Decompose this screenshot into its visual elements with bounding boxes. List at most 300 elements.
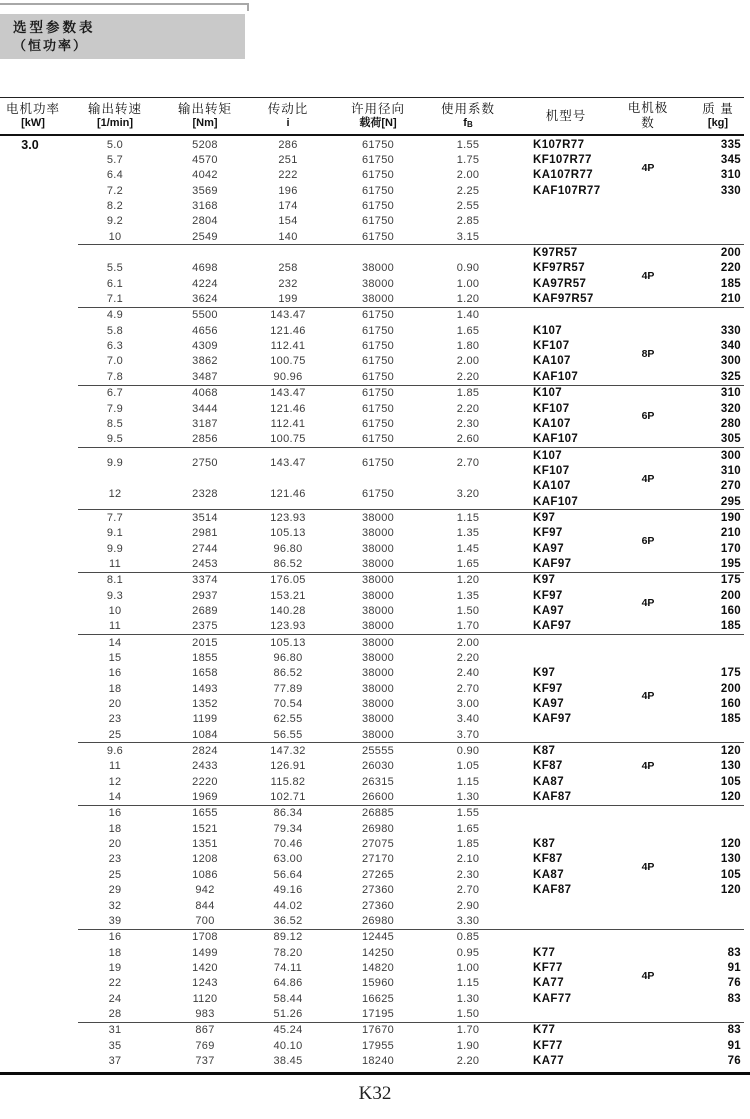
cell-radial-load: 61750 [361, 309, 395, 322]
table-row [0, 635, 744, 650]
table-row [0, 945, 744, 960]
cell-ratio: 143.47 [270, 387, 306, 400]
cell-torque [164, 456, 246, 477]
cell-ratio: 96.80 [273, 652, 303, 665]
cell-radial-load: 38000 [361, 277, 395, 290]
cell-service-factor: 2.00 [456, 169, 480, 182]
cell-radial-load: 27170 [361, 853, 395, 866]
cell-weight: 330 [720, 324, 741, 337]
cell-ratio: 96.80 [273, 542, 303, 555]
cell-model: KA97R57 [533, 277, 587, 290]
cell-radial-load: 14250 [361, 946, 395, 959]
motor-poles-value: 4P [641, 760, 655, 773]
cell-speed: 10 [108, 604, 122, 617]
cell-torque: 2744 [192, 542, 218, 555]
motor-poles-value: 4P [641, 472, 655, 485]
cell-speed: 32 [108, 899, 122, 912]
cell-radial-load: 14820 [361, 961, 395, 974]
cell-torque: 2804 [192, 215, 218, 228]
cell-weight: 210 [720, 293, 741, 306]
cell-radial-load [330, 456, 426, 477]
table-row [0, 836, 744, 851]
cell-ratio: 154 [278, 215, 298, 228]
cell-model: K97 [533, 667, 556, 680]
cell-weight: 200 [720, 589, 741, 602]
cell-torque: 1499 [192, 946, 218, 959]
title-box [0, 14, 245, 59]
cell-weight: 295 [720, 495, 741, 508]
cell-model: KAF97 [533, 713, 572, 726]
cell-radial-load: 38000 [361, 636, 395, 649]
cell-ratio: 51.26 [273, 1007, 303, 1020]
cell-speed: 12 [108, 775, 122, 788]
cell-service-factor: 1.90 [456, 1039, 480, 1052]
cell-torque: 4309 [192, 340, 218, 353]
cell-weight: 345 [720, 154, 741, 167]
cell-weight: 305 [720, 433, 741, 446]
cell-speed: 18 [108, 822, 122, 835]
table-row [0, 883, 744, 898]
table-row [0, 806, 744, 821]
cell-weight: 185 [720, 713, 741, 726]
cell-speed: 20 [108, 838, 122, 851]
cell-radial-load: 61750 [361, 370, 395, 383]
cell-radial-load: 38000 [361, 542, 395, 555]
cell-radial-load: 17670 [361, 1024, 395, 1037]
cell-torque: 4224 [192, 277, 218, 290]
cell-model: KA97 [533, 698, 565, 711]
cell-weight: 120 [720, 791, 741, 804]
cell-ratio: 140 [278, 230, 298, 243]
cell-weight: 83 [727, 946, 741, 959]
cell-speed: 9.9 [106, 542, 124, 555]
cell-model: K107 [533, 449, 563, 462]
cell-ratio: 286 [278, 138, 298, 151]
cell-torque: 3569 [192, 184, 218, 197]
cell-model: KAF97 [533, 620, 572, 633]
cell-weight: 300 [720, 449, 741, 462]
cell-ratio: 44.02 [273, 899, 303, 912]
cell-speed [66, 487, 164, 508]
cell-service-factor: 3.70 [456, 728, 480, 741]
cell-model: K87 [533, 838, 556, 851]
cell-model: KF97 [533, 527, 563, 540]
table-row [0, 183, 744, 198]
cell-speed: 6.7 [106, 387, 124, 400]
cell-service-factor: 1.50 [456, 1007, 480, 1020]
cell-speed: 19 [108, 961, 122, 974]
cell-weight: 91 [727, 961, 741, 974]
cell-service-factor: 2.20 [456, 402, 480, 415]
table-section [0, 245, 744, 306]
cell-torque: 2856 [192, 433, 218, 446]
cell-service-factor: 3.00 [456, 698, 480, 711]
cell-torque: 942 [195, 884, 215, 897]
cell-torque: 2981 [192, 527, 218, 540]
cell-radial-load: 38000 [361, 728, 395, 741]
cell-speed: 39 [108, 914, 122, 927]
cell-speed: 5.0 [106, 138, 124, 151]
cell-model: KAF87 [533, 791, 572, 804]
cell-service-factor: 2.00 [456, 355, 480, 368]
cell-model: KA87 [533, 868, 565, 881]
table-row [0, 1038, 744, 1053]
cell-ratio: 64.86 [273, 977, 303, 990]
cell-ratio: 143.47 [270, 309, 306, 322]
col-header-radial-load: 许用径向 载荷[N] [350, 102, 405, 129]
col-header-output-speed: 输出转速 [1/min] [87, 102, 142, 129]
motor-power-value: 3.0 [21, 137, 39, 152]
cell-torque: 2375 [192, 620, 218, 633]
cell-weight: 185 [720, 277, 741, 290]
cell-speed: 6.3 [106, 340, 124, 353]
cell-model: KF107 [533, 464, 570, 477]
cell-model: KF107R77 [533, 154, 592, 167]
cell-speed: 7.8 [106, 370, 124, 383]
cell-service-factor: 1.00 [456, 961, 480, 974]
cell-weight: 160 [720, 698, 741, 711]
cell-weight: 83 [727, 992, 741, 1005]
cell-service-factor: 1.35 [456, 527, 480, 540]
cell-weight: 270 [720, 480, 741, 493]
cell-model: K97 [533, 574, 556, 587]
cell-torque: 4068 [192, 387, 218, 400]
cell-model: KF87 [533, 760, 563, 773]
cell-model: KAF107 [533, 433, 579, 446]
cell-ratio: 63.00 [273, 853, 303, 866]
cell-weight: 120 [720, 884, 741, 897]
cell-speed: 8.2 [106, 200, 124, 213]
cell-service-factor [426, 487, 510, 508]
cell-speed: 7.7 [106, 511, 124, 524]
cell-ratio: 112.41 [270, 340, 306, 353]
table-section [0, 386, 744, 447]
cell-service-factor: 1.80 [456, 340, 480, 353]
cell-service-factor: 1.85 [456, 838, 480, 851]
cell-ratio: 86.52 [273, 557, 303, 570]
cell-service-factor: 2.20 [456, 370, 480, 383]
cell-torque: 3487 [192, 370, 218, 383]
cell-service-factor: 2.00 [456, 636, 480, 649]
table-section [0, 743, 744, 804]
motor-poles-value: 4P [641, 597, 655, 610]
cell-service-factor: 1.50 [456, 604, 480, 617]
col-header-motor-poles: 电机极数 [627, 101, 669, 130]
table-section [0, 573, 744, 634]
cell-torque: 2433 [192, 760, 218, 773]
page-number: K32 [358, 1083, 392, 1104]
cell-ratio: 232 [278, 277, 298, 290]
cell-ratio: 70.46 [273, 838, 303, 851]
cell-weight: 280 [720, 417, 741, 430]
cell-weight: 310 [720, 387, 741, 400]
cell-speed: 18 [108, 682, 122, 695]
col-header-weight: 质 量 [kg] [702, 102, 734, 129]
cell-radial-load: 38000 [361, 652, 395, 665]
col-header-service-factor: 使用系数 fB [440, 101, 495, 129]
cell-value: 2750 [192, 456, 218, 469]
cell-ratio: 40.10 [273, 1039, 303, 1052]
cell-ratio: 49.16 [273, 884, 303, 897]
cell-weight: 120 [720, 745, 741, 758]
table-row [0, 369, 744, 384]
table-header-row [0, 97, 744, 136]
cell-service-factor: 1.55 [456, 138, 480, 151]
cell-value: 143.47 [270, 456, 306, 469]
cell-service-factor: 2.30 [456, 417, 480, 430]
title-line1: 选型参数表 [13, 20, 96, 35]
cell-torque: 4656 [192, 324, 218, 337]
motor-poles-value: 8P [641, 347, 655, 360]
cell-speed: 9.2 [106, 215, 124, 228]
cell-radial-load: 38000 [361, 557, 395, 570]
cell-speed: 4.9 [106, 309, 124, 322]
cell-speed: 14 [108, 636, 122, 649]
cell-ratio: 196 [278, 184, 298, 197]
table-row [0, 1023, 744, 1038]
cell-speed: 9.6 [106, 745, 124, 758]
table-row [0, 487, 744, 509]
table-section [0, 137, 744, 244]
cell-service-factor: 0.90 [456, 262, 480, 275]
cell-radial-load: 61750 [361, 387, 395, 400]
cell-model: KA77 [533, 1054, 565, 1067]
cell-service-factor: 2.85 [456, 215, 480, 228]
cell-ratio: 100.75 [270, 433, 306, 446]
table-section [0, 308, 744, 385]
cell-weight: 310 [720, 169, 741, 182]
cell-radial-load: 38000 [361, 713, 395, 726]
cell-speed [66, 456, 164, 477]
cell-ratio: 123.93 [270, 620, 306, 633]
table-row [0, 556, 744, 571]
cell-service-factor: 1.65 [456, 557, 480, 570]
cell-weight: 105 [720, 775, 741, 788]
cell-radial-load: 38000 [361, 511, 395, 524]
cell-ratio: 62.55 [273, 713, 303, 726]
cell-ratio: 56.55 [273, 728, 303, 741]
cell-service-factor: 1.55 [456, 807, 480, 820]
table-section [0, 635, 744, 742]
cell-torque: 1969 [192, 791, 218, 804]
table-row [0, 245, 744, 260]
cell-ratio: 105.13 [270, 636, 306, 649]
cell-service-factor: 2.55 [456, 200, 480, 213]
cell-speed: 9.1 [106, 527, 124, 540]
cell-torque: 983 [195, 1007, 215, 1020]
cell-torque: 2549 [192, 230, 218, 243]
table-row [0, 386, 744, 401]
cell-model: K97R57 [533, 247, 578, 260]
motor-poles-value: 4P [641, 161, 655, 174]
cell-service-factor: 1.65 [456, 822, 480, 835]
cell-weight: 330 [720, 184, 741, 197]
cell-speed: 20 [108, 698, 122, 711]
col-header-output-torque: 输出转矩 [Nm] [177, 102, 232, 129]
cell-torque: 1352 [192, 698, 218, 711]
cell-service-factor: 2.25 [456, 184, 480, 197]
cell-model: K87 [533, 745, 556, 758]
cell-torque: 3514 [192, 511, 218, 524]
cell-service-factor: 1.05 [456, 760, 480, 773]
cell-service-factor: 1.30 [456, 791, 480, 804]
cell-radial-load: 38000 [361, 293, 395, 306]
cell-radial-load: 61750 [361, 402, 395, 415]
cell-speed: 8.5 [106, 417, 124, 430]
table-row [0, 432, 744, 447]
cell-ratio: 89.12 [273, 931, 303, 944]
cell-speed: 5.8 [106, 324, 124, 337]
cell-speed: 7.0 [106, 355, 124, 368]
cell-ratio: 45.24 [273, 1024, 303, 1037]
table-body [0, 137, 744, 1075]
cell-model: KF97R57 [533, 262, 586, 275]
cell-radial-load: 18240 [361, 1054, 395, 1067]
col-header-motor-power: 电机功率 [kW] [5, 102, 60, 129]
cell-ratio: 147.32 [270, 745, 306, 758]
cell-radial-load: 38000 [361, 620, 395, 633]
cell-weight: 170 [720, 542, 741, 555]
cell-service-factor: 2.90 [456, 899, 480, 912]
cell-weight: 160 [720, 604, 741, 617]
cell-speed: 9.5 [106, 433, 124, 446]
cell-ratio: 121.46 [270, 402, 306, 415]
cell-speed: 25 [108, 868, 122, 881]
cell-weight: 120 [720, 838, 741, 851]
cell-ratio: 56.64 [273, 868, 303, 881]
cell-speed: 31 [108, 1024, 122, 1037]
cell-radial-load: 26600 [361, 791, 395, 804]
cell-torque: 1521 [192, 822, 218, 835]
cell-model: KAF97R57 [533, 293, 594, 306]
cell-model: KA107 [533, 480, 571, 493]
cell-torque: 3444 [192, 402, 218, 415]
cell-torque: 4698 [192, 262, 218, 275]
col-header-ratio: 传动比 i [267, 102, 309, 129]
cell-weight: 210 [720, 527, 741, 540]
cell-value: 121.46 [270, 487, 306, 500]
cell-model: KA77 [533, 977, 565, 990]
cell-service-factor: 1.35 [456, 589, 480, 602]
cell-torque: 3168 [192, 200, 218, 213]
cell-ratio: 36.52 [273, 914, 303, 927]
top-border-line [0, 3, 248, 5]
cell-service-factor: 0.95 [456, 946, 480, 959]
cell-service-factor: 1.85 [456, 387, 480, 400]
cell-weight: 200 [720, 247, 741, 260]
cell-model: K107 [533, 324, 563, 337]
cell-value: 3.20 [456, 487, 480, 500]
cell-radial-load: 61750 [361, 138, 395, 151]
cell-speed: 7.9 [106, 402, 124, 415]
cell-radial-load: 26315 [361, 775, 395, 788]
cell-value: 12 [108, 487, 122, 500]
cell-speed: 8.1 [106, 574, 124, 587]
cell-ratio: 112.41 [270, 417, 306, 430]
cell-ratio [246, 456, 330, 477]
cell-radial-load: 26980 [361, 914, 395, 927]
cell-ratio: 222 [278, 169, 298, 182]
cell-ratio: 79.34 [273, 822, 303, 835]
cell-speed: 11 [108, 557, 122, 570]
cell-model: KA87 [533, 775, 565, 788]
cell-radial-load: 38000 [361, 604, 395, 617]
cell-service-factor: 3.30 [456, 914, 480, 927]
cell-weight: 200 [720, 682, 741, 695]
cell-service-factor: 1.75 [456, 154, 480, 167]
cell-radial-load: 17195 [361, 1007, 395, 1020]
table-section [0, 806, 744, 929]
cell-model: KAF87 [533, 884, 572, 897]
cell-weight: 340 [720, 340, 741, 353]
cell-radial-load: 61750 [361, 433, 395, 446]
cell-radial-load: 61750 [361, 230, 395, 243]
cell-service-factor: 1.20 [456, 293, 480, 306]
cell-radial-load: 27360 [361, 884, 395, 897]
cell-model: K107R77 [533, 138, 585, 151]
cell-value: 2.70 [456, 456, 480, 469]
cell-radial-load: 26885 [361, 807, 395, 820]
motor-poles-value: 4P [641, 270, 655, 283]
cell-model: KA107 [533, 355, 571, 368]
cell-torque: 4042 [192, 169, 218, 182]
table-row [0, 650, 744, 665]
table-row [0, 323, 744, 338]
cell-ratio: 58.44 [273, 992, 303, 1005]
cell-ratio: 78.20 [273, 946, 303, 959]
cell-radial-load: 25555 [361, 745, 395, 758]
cell-service-factor: 1.70 [456, 620, 480, 633]
table-row [0, 214, 744, 229]
table-row [0, 510, 744, 525]
cell-model: KA107 [533, 417, 571, 430]
cell-model: KF77 [533, 1039, 563, 1052]
cell-model: KF107 [533, 402, 570, 415]
cell-model: KF97 [533, 589, 563, 602]
cell-speed: 23 [108, 713, 122, 726]
cell-ratio: 74.11 [273, 961, 303, 974]
cell-speed: 7.1 [106, 293, 124, 306]
cell-model: KF87 [533, 853, 563, 866]
cell-speed: 16 [108, 667, 122, 680]
cell-torque: 1086 [192, 868, 218, 881]
cell-speed: 37 [108, 1054, 122, 1067]
cell-ratio: 121.46 [270, 324, 306, 337]
cell-torque: 1658 [192, 667, 218, 680]
table-row [0, 291, 744, 306]
cell-speed: 5.7 [106, 154, 124, 167]
cell-radial-load: 15960 [361, 977, 395, 990]
cell-speed: 16 [108, 931, 122, 944]
cell-weight: 130 [720, 760, 741, 773]
cell-model: KAF107 [533, 370, 579, 383]
cell-ratio: 176.05 [270, 574, 306, 587]
cell-torque: 4570 [192, 154, 218, 167]
cell-radial-load: 12445 [361, 931, 395, 944]
cell-speed: 6.1 [106, 277, 124, 290]
table-section [0, 510, 744, 571]
cell-service-factor: 1.00 [456, 277, 480, 290]
cell-weight: 175 [720, 574, 741, 587]
cell-torque: 2689 [192, 604, 218, 617]
cell-torque: 1208 [192, 853, 218, 866]
cell-torque: 737 [195, 1054, 215, 1067]
table-row [0, 991, 744, 1006]
cell-model: KF97 [533, 682, 563, 695]
cell-radial-load: 38000 [361, 667, 395, 680]
cell-speed: 29 [108, 884, 122, 897]
motor-poles-value: 6P [641, 410, 655, 423]
